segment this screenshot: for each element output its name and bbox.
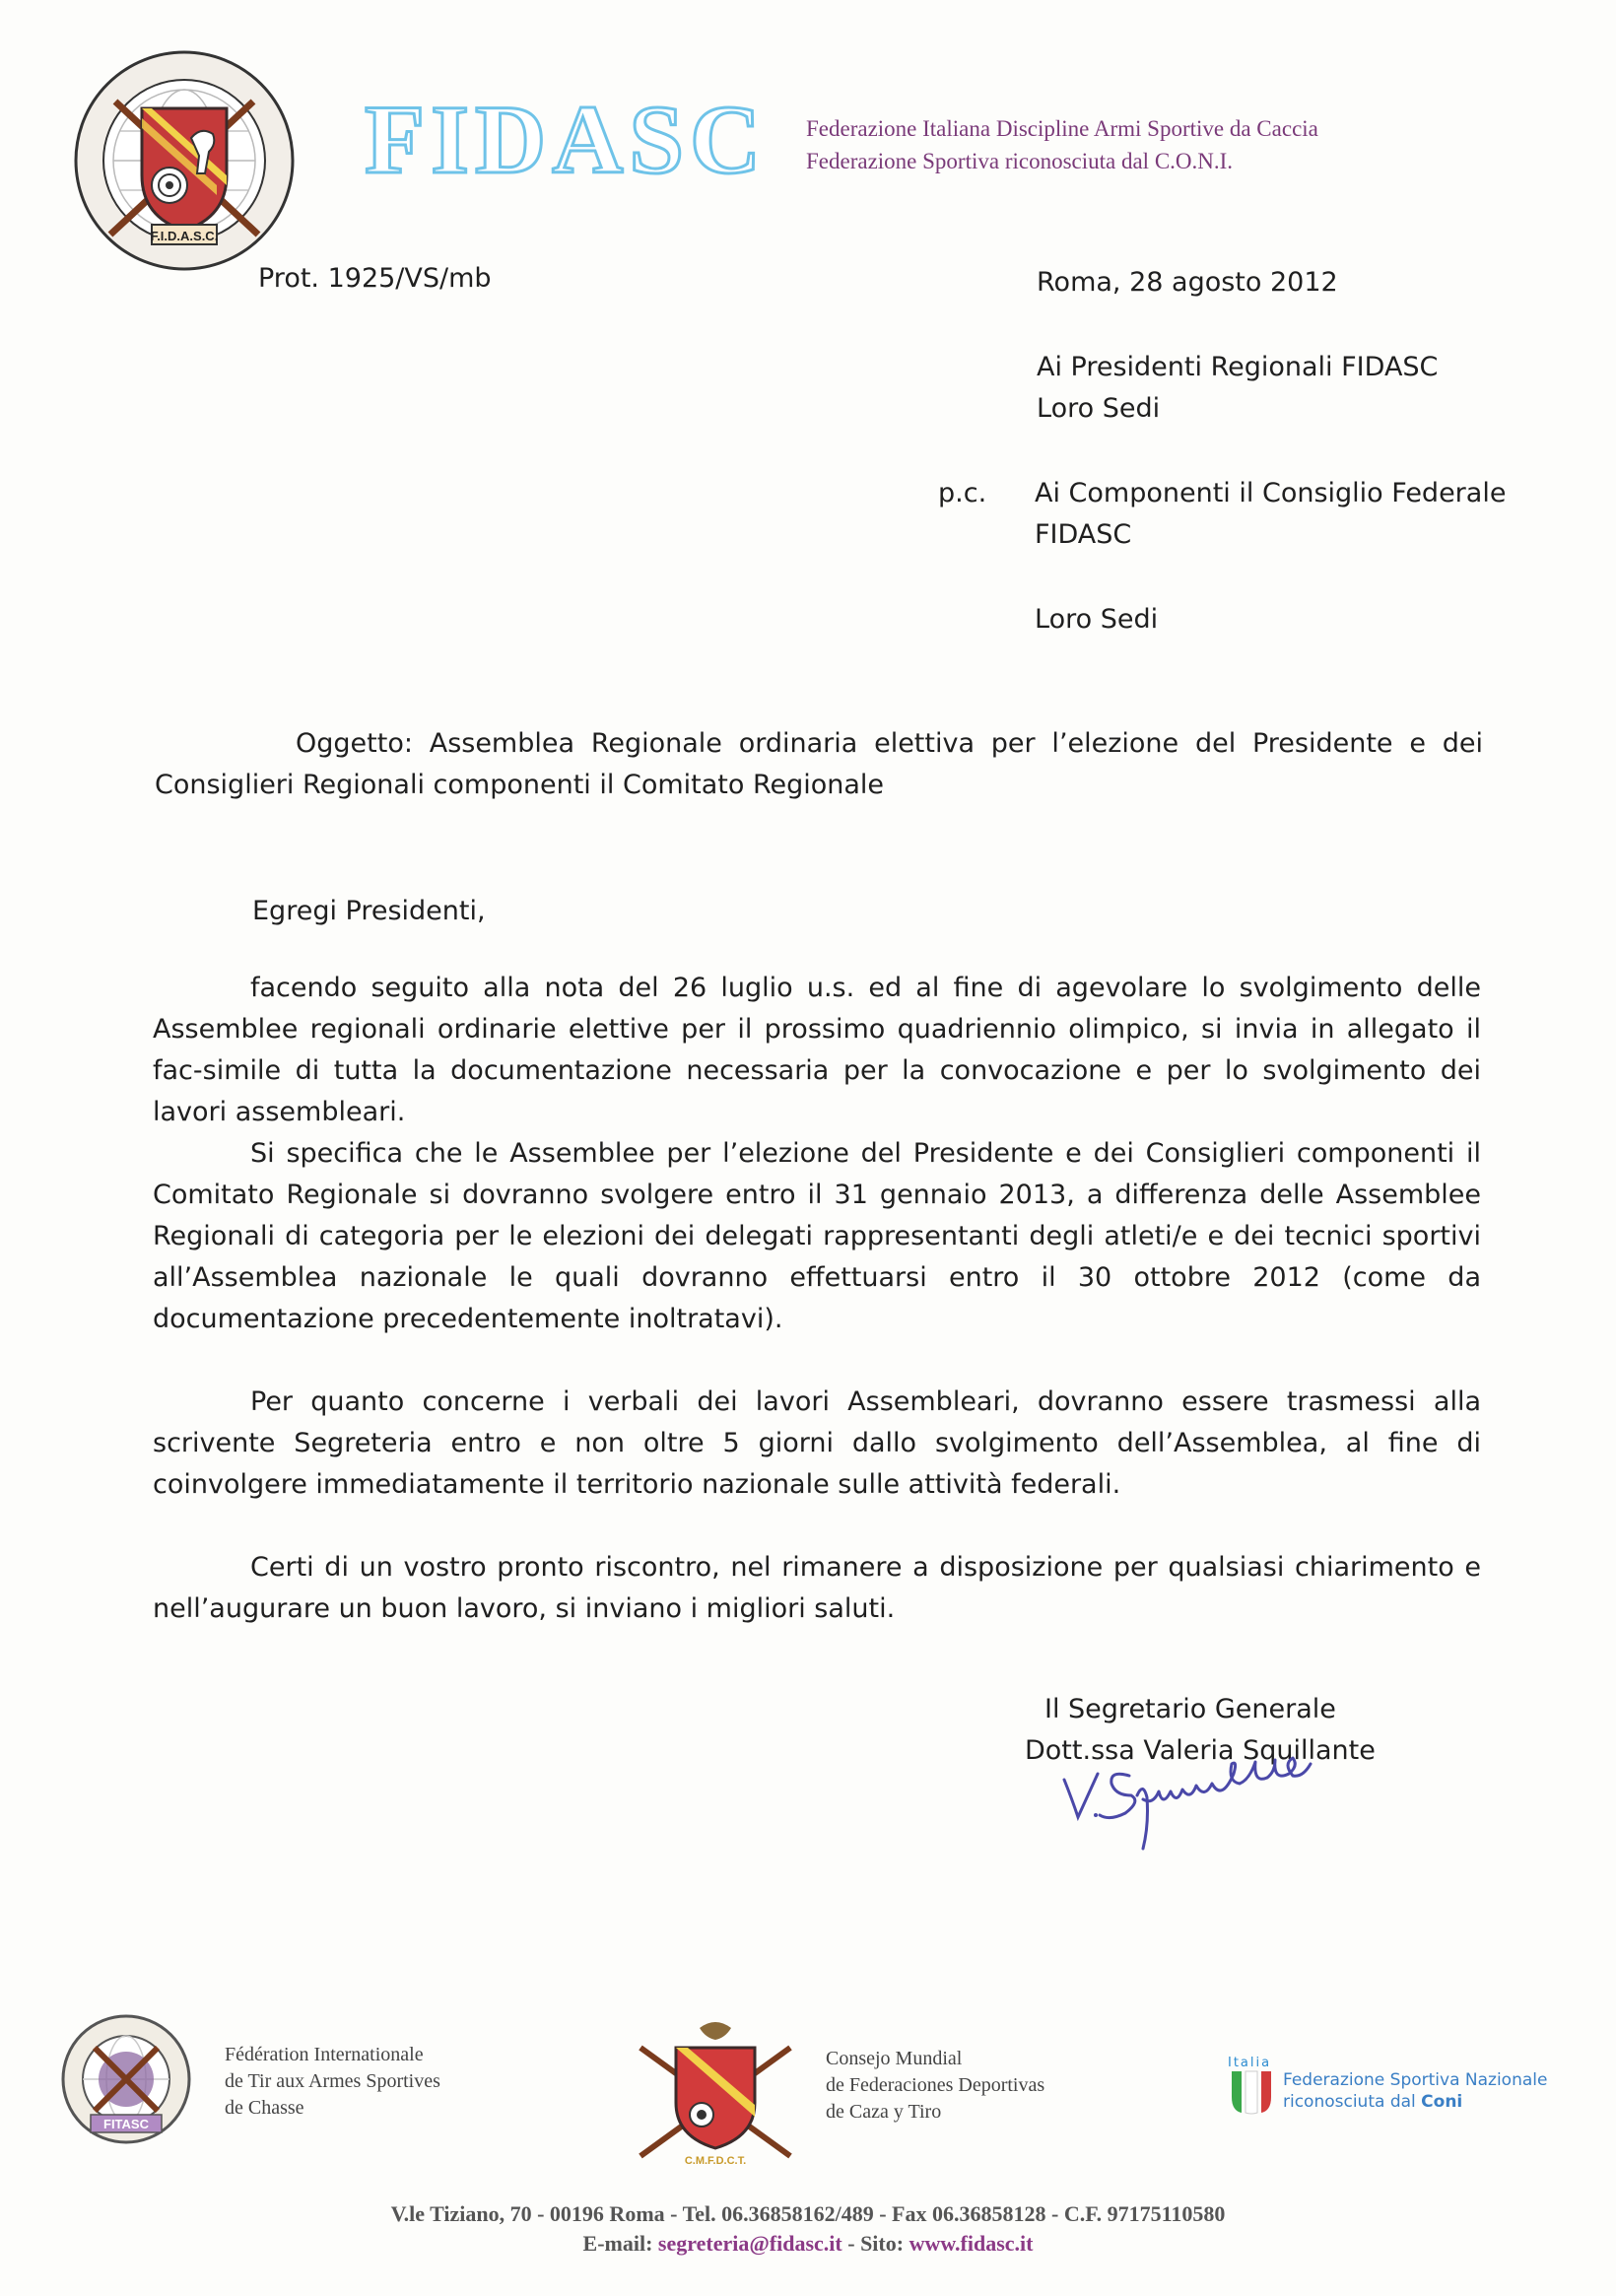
handwritten-signature bbox=[1060, 1750, 1376, 1858]
recipient-line: Loro Sedi bbox=[1037, 393, 1161, 424]
fitasc-line: Fédération Internationale bbox=[225, 2044, 424, 2065]
coni-brand: Coni bbox=[1421, 2092, 1463, 2112]
letter-body bbox=[153, 968, 1481, 1630]
recipient-block-primary bbox=[1037, 347, 1438, 430]
body-paragraph: Si specifica che le Assemblee per l’elezione del Presidente e dei Consiglieri componenti il Comitato Regionale si dovranno svolgere entro il 31 gennaio 2013, a differenza delle Assemblee Regionali di categoria per le elezioni dei delegati rappresentanti degli atleti/e e dei tecnici sportivi all’Assemblea nazionale le quali dovranno effettuarsi entro il 30 ottobre 2012 (come da documentazione precedentemente inoltratavi). bbox=[153, 1138, 1481, 1334]
body-paragraph: Per quanto concerne i verbali dei lavori Assembleari, dovranno essere trasmessi alla scrivente Segreteria entro e non oltre 5 giorni dallo svolgimento dell’Assemblea, al fine di coinvolgere immediatamente il territorio nazionale sulle attività federali. bbox=[153, 1386, 1481, 1500]
email-link[interactable]: segreteria@fidasc.it bbox=[657, 2231, 842, 2256]
recipient-line: Ai Presidenti Regionali FIDASC bbox=[1037, 352, 1439, 382]
recipient-line: Ai Componenti il Consiglio Federale bbox=[1035, 478, 1507, 508]
body-paragraph: Certi di un vostro pronto riscontro, nel rimanere a disposizione per qualsiasi chiarimento e nell’augurare un buon lavoro, si inviano i migliori saluti. bbox=[153, 1552, 1481, 1624]
salutation: Egregi Presidenti, bbox=[252, 896, 486, 926]
per-conoscenza-label: p.c. bbox=[938, 478, 987, 508]
recipient-line: FIDASC bbox=[1035, 519, 1132, 550]
logo-banner-text: F.I.D.A.S.C. bbox=[150, 229, 219, 243]
federation-line-1: Federazione Italiana Discipline Armi Sportive da Caccia bbox=[806, 116, 1318, 141]
address-line: V.le Tiziano, 70 - 00196 Roma - Tel. 06.36858162/489 - Fax 06.36858128 - C.F. 97175110580 bbox=[390, 2201, 1226, 2226]
site-label: - Sito: bbox=[847, 2231, 905, 2256]
fitasc-line: de Tir aux Armes Sportives bbox=[225, 2070, 440, 2092]
cmfdct-line: de Caza y Tiro bbox=[826, 2101, 942, 2123]
letter-date: Roma, 28 agosto 2012 bbox=[1037, 267, 1338, 298]
signer-role: Il Segretario Generale bbox=[1044, 1694, 1336, 1724]
recipient-line: Loro Sedi bbox=[1035, 604, 1159, 635]
website-link[interactable]: www.fidasc.it bbox=[909, 2231, 1034, 2256]
coni-line bbox=[1283, 2091, 1547, 2113]
cmfdct-line: de Federaciones Deportivas bbox=[826, 2074, 1045, 2096]
federation-description bbox=[806, 112, 1318, 177]
protocol-number: Prot. 1925/VS/mb bbox=[258, 263, 492, 294]
recipient-block-cc bbox=[1035, 473, 1506, 556]
cmfdct-line: Consejo Mundial bbox=[826, 2048, 963, 2069]
federation-line-2: Federazione Sportiva riconosciuta dal C.O.N.I. bbox=[806, 149, 1234, 173]
body-paragraph: facendo seguito alla nota del 26 luglio u.s. ed al fine di agevolare lo svolgimento delle Assemblee regionali ordinarie elettive per il prossimo quadriennio olimpico, si invia in allegato il fac-simile di tutta la documentazione necessaria per la convocazione e per lo svolgimento dei lavori assembleari. bbox=[153, 973, 1481, 1127]
coni-line-prefix: riconosciuta dal bbox=[1283, 2092, 1416, 2112]
fidasc-logo bbox=[71, 47, 298, 274]
fitasc-description bbox=[225, 2042, 440, 2122]
coni-line: Federazione Sportiva Nazionale bbox=[1283, 2070, 1548, 2090]
fitasc-line: de Chasse bbox=[225, 2097, 304, 2119]
fitasc-logo-text: FITASC bbox=[103, 2117, 149, 2131]
email-label: E-mail: bbox=[582, 2231, 653, 2256]
cmfdct-logo bbox=[631, 2018, 800, 2172]
coni-italia-logo bbox=[1226, 2060, 1281, 2115]
fitasc-logo bbox=[61, 2014, 191, 2144]
letter-subject: Oggetto: Assemblea Regionale ordinaria elettiva per l’elezione del Presidente e dei Consiglieri Regionali componenti il Comitato Regionale bbox=[155, 728, 1483, 800]
signer-name: Dott.ssa Valeria Squillante bbox=[1025, 1735, 1376, 1766]
coni-description bbox=[1283, 2069, 1547, 2113]
brand-wordmark: FIDASC bbox=[365, 85, 768, 194]
contact-line bbox=[0, 2229, 1616, 2259]
coni-italia-label: Italia bbox=[1228, 2056, 1272, 2070]
footer-address bbox=[0, 2199, 1616, 2259]
cmfdct-description bbox=[826, 2046, 1044, 2126]
cmfdct-logo-text: C.M.F.D.C.T. bbox=[684, 2155, 747, 2167]
